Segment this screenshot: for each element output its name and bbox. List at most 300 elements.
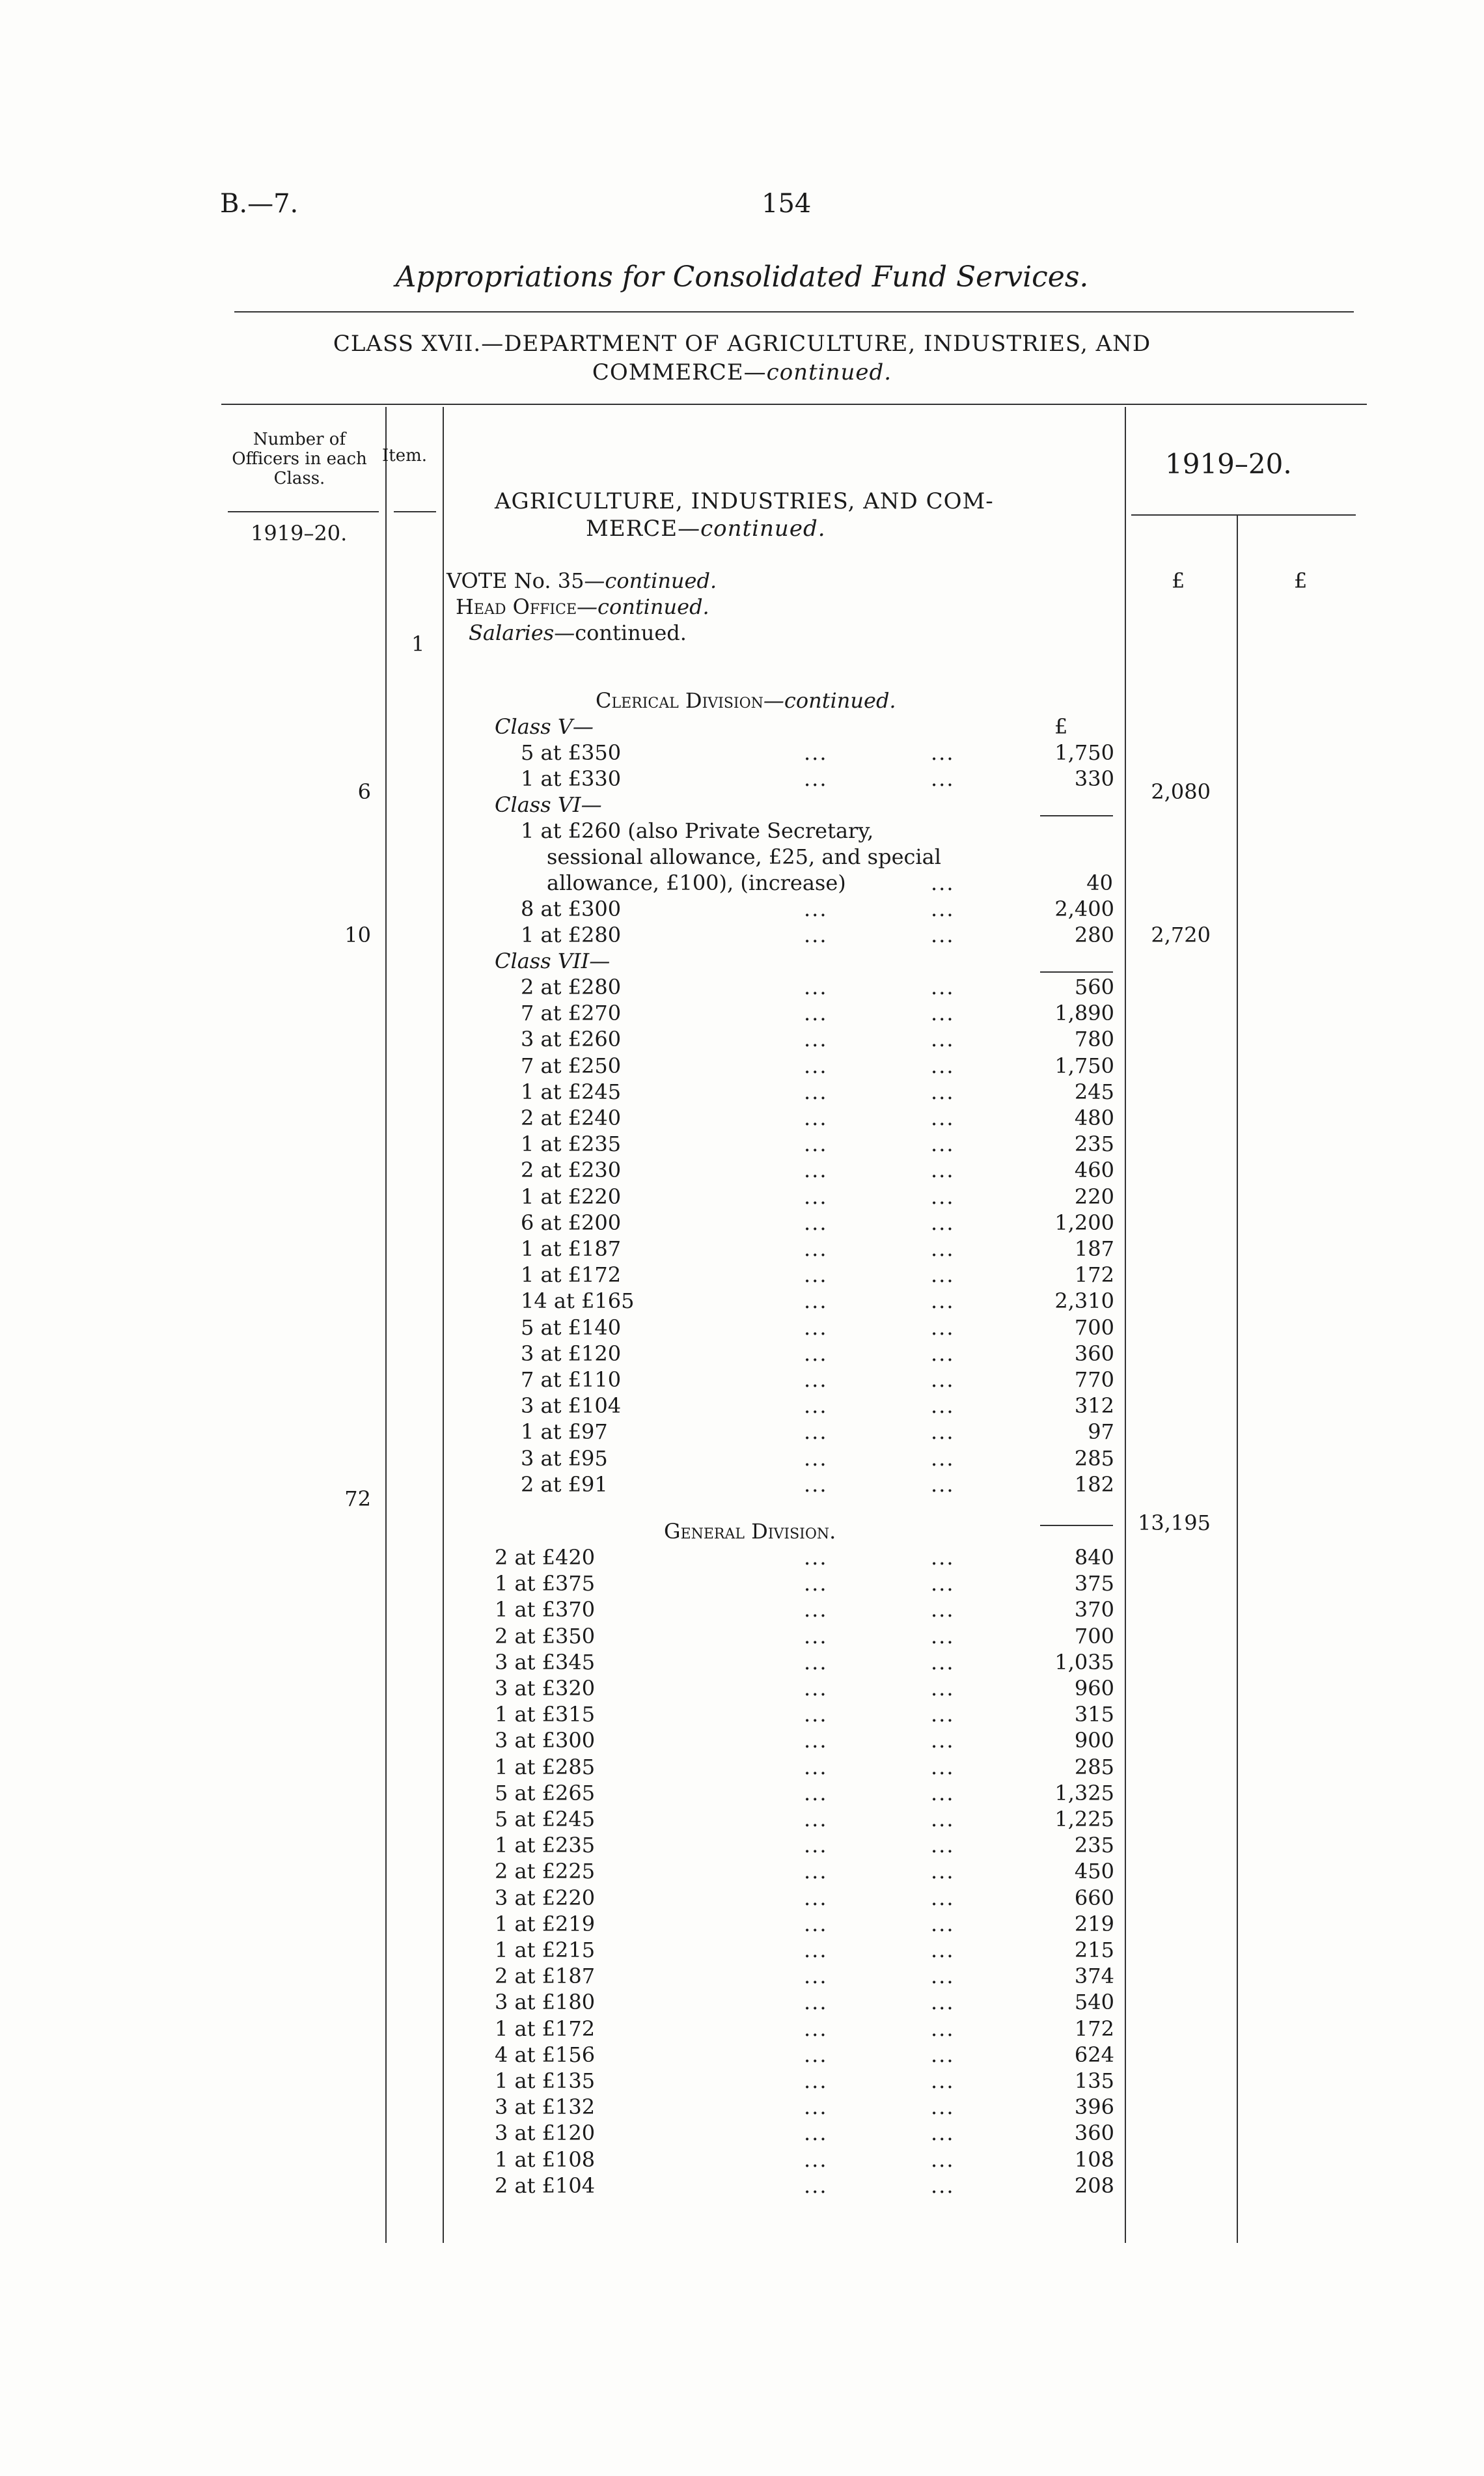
leader-dots: ...: [931, 1027, 955, 1052]
leader-dots: ...: [804, 1545, 828, 1570]
leader-dots: ...: [804, 2094, 828, 2120]
row-rate-label: 2 at £420: [495, 1545, 596, 1570]
table-top-rule: [221, 404, 1367, 405]
leader-dots: ...: [931, 1445, 955, 1471]
salaries-heading: [469, 620, 687, 645]
row-rate-label: 1 at £235: [495, 1833, 596, 1858]
leader-dots: ...: [931, 1367, 955, 1392]
leader-dots: ...: [804, 1027, 828, 1052]
salaries-text: Salaries: [469, 620, 555, 645]
row-rate-label: 5 at £245: [495, 1807, 596, 1831]
leader-dots: ...: [931, 1676, 955, 1701]
table-row: [495, 2173, 1114, 2199]
salaries-continued: —continued.: [554, 620, 687, 645]
leader-dots: ...: [804, 1833, 828, 1858]
pound-sign-subtotal: £: [1172, 568, 1185, 593]
leader-dots: ...: [931, 1780, 955, 1805]
leader-dots: ...: [804, 1210, 828, 1235]
pound-sign-items: £: [1054, 714, 1068, 739]
row-amount: 1,200: [1054, 1210, 1114, 1235]
table-row: [495, 1597, 1114, 1623]
row-rate-label: 3 at £260: [521, 1027, 622, 1052]
row-rate-label: 3 at £132: [495, 2094, 596, 2120]
row-amount: 780: [1074, 1027, 1114, 1052]
table-row: [521, 1367, 1114, 1393]
leader-dots: ...: [804, 1885, 828, 1910]
row-rate-label: 5 at £140: [521, 1315, 622, 1340]
leader-dots: ...: [931, 2147, 955, 2172]
leader-dots: ...: [804, 1938, 828, 1962]
leader-dots: ...: [804, 1911, 828, 1936]
document-reference: B.—7.: [220, 189, 299, 219]
table-row: [521, 1158, 1114, 1184]
row-rate-label: 3 at £104: [521, 1393, 622, 1419]
leader-dots: ...: [931, 975, 955, 999]
leader-dots: ...: [931, 923, 955, 948]
row-amount: 219: [1074, 1911, 1114, 1936]
row-amount: 960: [1074, 1676, 1114, 1701]
row-amount: 370: [1074, 1597, 1114, 1622]
leader-dots: ...: [931, 1702, 955, 1727]
clerical-heading-continued: —continued.: [763, 688, 896, 713]
table-row: [495, 1859, 1114, 1885]
row-amount: 208: [1074, 2173, 1114, 2198]
row-amount: 2,400: [1054, 897, 1114, 921]
row-rate-label: 1 at £172: [495, 2016, 596, 2041]
class-vii-officers: 72: [344, 1486, 371, 1511]
leader-dots: ...: [931, 1288, 955, 1314]
table-row: [521, 1210, 1114, 1236]
class-vi-wrapped-line3: allowance, £100), (increase): [547, 870, 846, 895]
leader-dots: ...: [931, 766, 955, 792]
leader-dots: ...: [804, 1964, 828, 1989]
row-rate-label: 7 at £110: [521, 1367, 622, 1392]
leader-dots: ...: [804, 1079, 828, 1104]
row-rate-label: 1 at £187: [521, 1236, 622, 1261]
leader-dots: ...: [931, 1859, 955, 1884]
leader-dots: ...: [931, 1158, 955, 1183]
table-row: [495, 1702, 1114, 1728]
class-heading-text: COMMERCE—: [592, 359, 767, 385]
class-vi-total: 2,720: [1151, 923, 1211, 947]
leader-dots: ...: [804, 740, 828, 765]
leader-dots: ...: [804, 1676, 828, 1701]
leader-dots: ...: [804, 1990, 828, 2015]
class-vi-total-rule: [1040, 971, 1113, 973]
section-heading-continued: continued.: [700, 516, 826, 542]
table-row: [495, 1571, 1114, 1597]
row-amount: 172: [1074, 1262, 1114, 1288]
row-rate-label: 1 at £219: [495, 1911, 596, 1936]
pound-sign-total: £: [1294, 568, 1308, 593]
leader-dots: ...: [804, 1445, 828, 1471]
leader-dots: ...: [804, 897, 828, 921]
class-vii-total: 13,195: [1138, 1510, 1211, 1535]
table-row: [495, 2042, 1114, 2068]
row-amount: 285: [1074, 1445, 1114, 1471]
leader-dots: ...: [804, 2121, 828, 2146]
page-number: 154: [762, 189, 812, 219]
row-rate-label: 2 at £225: [495, 1859, 596, 1884]
leader-dots: ...: [931, 2068, 955, 2093]
row-rate-label: 5 at £350: [521, 740, 622, 765]
year-head-rule: [1131, 514, 1356, 516]
row-amount: 280: [1074, 923, 1114, 948]
row-amount: 330: [1074, 766, 1114, 792]
leader-dots: ...: [931, 740, 955, 765]
leader-dots: ...: [804, 2016, 828, 2041]
leader-dots: ...: [931, 897, 955, 921]
row-amount: 700: [1074, 1623, 1114, 1648]
table-row: [495, 1650, 1114, 1676]
row-rate-label: 1 at £108: [495, 2147, 596, 2172]
table-row: [495, 1990, 1114, 2016]
leader-dots: ...: [804, 1623, 828, 1648]
row-rate-label: 1 at £220: [521, 1184, 622, 1209]
row-rate-label: 1 at £235: [521, 1132, 622, 1157]
table-row: [521, 897, 1114, 923]
row-rate-label: 7 at £250: [521, 1053, 622, 1078]
row-rate-label: 1 at £315: [495, 1702, 596, 1727]
table-row: [495, 1938, 1114, 1964]
leader-dots: ...: [804, 1807, 828, 1831]
row-amount: 1,750: [1054, 740, 1114, 765]
row-amount: 450: [1074, 1859, 1114, 1884]
leader-dots: ...: [804, 1702, 828, 1727]
table-row: [495, 1545, 1114, 1571]
class-heading-line2: [0, 359, 1484, 385]
class-vi-wrapped-line2: sessional allowance, £25, and special: [547, 844, 941, 869]
leader-dots: ...: [804, 1597, 828, 1622]
column-rule-amount: [1125, 407, 1126, 2243]
row-amount: 135: [1074, 2068, 1114, 2093]
leader-dots: ...: [804, 1419, 828, 1445]
vote-heading: [447, 568, 717, 593]
row-rate-label: 2 at £280: [521, 975, 622, 999]
row-rate-label: 3 at £300: [495, 1728, 596, 1753]
row-amount: 700: [1074, 1315, 1114, 1340]
row-rate-label: 2 at £240: [521, 1106, 622, 1130]
leader-dots: ...: [931, 1184, 955, 1209]
class-v-total: 2,080: [1151, 779, 1211, 804]
row-amount: 220: [1074, 1184, 1114, 1209]
table-row: [521, 1106, 1114, 1132]
row-amount: 172: [1074, 2016, 1114, 2041]
column-rule-total: [1237, 514, 1238, 2243]
officers-header-line: Officers in each: [232, 449, 367, 469]
leader-dots: ...: [931, 1990, 955, 2015]
class-heading-line1: CLASS XVII.—DEPARTMENT OF AGRICULTURE, INDUSTRIES, AND: [333, 331, 1151, 357]
table-row: [521, 1446, 1114, 1472]
leader-dots: ...: [931, 1393, 955, 1419]
row-rate-label: 3 at £120: [495, 2121, 596, 2146]
row-rate-label: 14 at £165: [521, 1288, 635, 1314]
column-rule-item: [443, 407, 444, 2243]
section-heading-line2: [586, 516, 826, 542]
row-rate-label: 1 at £330: [521, 766, 622, 792]
leader-dots: ...: [931, 1833, 955, 1858]
row-amount: 396: [1074, 2094, 1114, 2120]
row-amount: 215: [1074, 1938, 1114, 1962]
row-amount: 108: [1074, 2147, 1114, 2172]
leader-dots: ...: [931, 1210, 955, 1235]
row-amount: 182: [1074, 1471, 1114, 1497]
row-amount: 285: [1074, 1754, 1114, 1779]
table-row: [521, 1393, 1114, 1419]
row-amount: 360: [1074, 2121, 1114, 2146]
table-row: [495, 1781, 1114, 1807]
clerical-division-heading: [596, 688, 896, 713]
row-amount: 460: [1074, 1158, 1114, 1183]
leader-dots: ...: [804, 1184, 828, 1209]
row-amount: 1,325: [1054, 1780, 1114, 1805]
leader-dots: ...: [804, 1471, 828, 1497]
table-row: [521, 1001, 1114, 1027]
row-rate-label: 5 at £265: [495, 1780, 596, 1805]
row-amount: 360: [1074, 1341, 1114, 1366]
row-rate-label: 1 at £215: [495, 1938, 596, 1962]
table-row: [521, 766, 1114, 792]
leader-dots: ...: [931, 1938, 955, 1962]
table-row: [521, 1315, 1114, 1341]
row-amount: 374: [1074, 1964, 1114, 1989]
row-amount: 2,310: [1054, 1288, 1114, 1314]
row-rate-label: 1 at £280: [521, 923, 622, 948]
leader-dots: ...: [931, 1597, 955, 1622]
leader-dots: ...: [931, 1623, 955, 1648]
leader-dots: ...: [804, 1754, 828, 1779]
table-row: [521, 1472, 1114, 1498]
row-rate-label: 3 at £180: [495, 1990, 596, 2015]
item-head-rule: [394, 511, 436, 512]
row-rate-label: 7 at £270: [521, 1001, 622, 1026]
class-vi-wrapped-amount: 40: [1086, 870, 1113, 895]
row-rate-label: 6 at £200: [521, 1210, 622, 1235]
row-rate-label: 1 at £370: [495, 1597, 596, 1622]
row-rate-label: 3 at £320: [495, 1676, 596, 1701]
row-amount: 840: [1074, 1545, 1114, 1570]
leader-dots: ...: [804, 2147, 828, 2172]
leader-dots: ...: [804, 1236, 828, 1261]
leader-dots: ...: [804, 1132, 828, 1157]
leader-dots: ...: [931, 2094, 955, 2120]
leader-dots: ...: [931, 1236, 955, 1261]
leader-dots: ...: [931, 1341, 955, 1366]
row-rate-label: 3 at £95: [521, 1445, 608, 1471]
table-row: [521, 1419, 1114, 1445]
row-rate-label: 1 at £285: [495, 1754, 596, 1779]
leader-dots: ...: [804, 2068, 828, 2093]
page-title: Appropriations for Consolidated Fund Services.: [395, 260, 1089, 294]
leader-dots: ...: [804, 2173, 828, 2198]
section-heading-line1: AGRICULTURE, INDUSTRIES, AND COM-: [495, 488, 994, 514]
leader-dots: ...: [804, 1571, 828, 1596]
leader-dots: ...: [931, 1053, 955, 1078]
table-row: [495, 1807, 1114, 1833]
row-amount: 770: [1074, 1367, 1114, 1392]
vote-text: VOTE No. 35—: [447, 568, 605, 593]
leader-dots: ...: [804, 1315, 828, 1340]
leader-dots: ...: [804, 1780, 828, 1805]
officers-header-line: Class.: [273, 469, 325, 488]
row-amount: 1,750: [1054, 1053, 1114, 1078]
leader-dots: ...: [804, 1393, 828, 1419]
general-division-heading: [664, 1519, 836, 1544]
leader-dots: ...: [931, 1754, 955, 1779]
row-amount: 235: [1074, 1132, 1114, 1157]
row-rate-label: 1 at £375: [495, 1571, 596, 1596]
leader-dots: ...: [804, 923, 828, 948]
row-rate-label: 3 at £345: [495, 1649, 596, 1675]
head-office-heading: [456, 594, 709, 619]
class-vi-officers: 10: [344, 923, 371, 947]
class-vii-label: Class VII—: [495, 949, 611, 973]
row-amount: 187: [1074, 1236, 1114, 1261]
row-rate-label: 8 at £300: [521, 897, 622, 921]
leader-dots: ...: [804, 766, 828, 792]
leader-dots: ...: [931, 2121, 955, 2146]
table-row: [521, 975, 1114, 1001]
table-row: [521, 923, 1114, 949]
row-rate-label: 2 at £91: [521, 1471, 608, 1497]
leader-dots: ...: [804, 975, 828, 999]
leader-dots: ...: [931, 1315, 955, 1340]
table-row: [495, 1624, 1114, 1650]
table-row: [495, 1885, 1114, 1912]
vote-continued: continued.: [605, 568, 717, 593]
item-number: 1: [411, 632, 425, 656]
head-office-text: Head Office: [456, 594, 577, 619]
table-row: [521, 1262, 1114, 1288]
row-amount: 624: [1074, 2042, 1114, 2067]
leader-dots: ...: [804, 1367, 828, 1392]
leader-dots: ...: [931, 2016, 955, 2041]
row-amount: 315: [1074, 1702, 1114, 1727]
table-row: [521, 1079, 1114, 1106]
row-amount: 97: [1088, 1419, 1114, 1445]
row-amount: 1,225: [1054, 1807, 1114, 1831]
row-rate-label: 3 at £220: [495, 1885, 596, 1910]
table-row: [495, 1964, 1114, 1990]
row-rate-label: 1 at £172: [521, 1262, 622, 1288]
row-amount: 235: [1074, 1833, 1114, 1858]
table-row: [495, 2121, 1114, 2147]
row-amount: 245: [1074, 1079, 1114, 1104]
row-amount: 540: [1074, 1990, 1114, 2015]
table-row: [495, 2147, 1114, 2173]
clerical-heading-text: Clerical Division: [596, 688, 763, 713]
leader-dots: ...: [931, 1571, 955, 1596]
officers-head-rule: [228, 511, 379, 512]
title-rule: [234, 311, 1354, 313]
row-amount: 660: [1074, 1885, 1114, 1910]
row-amount: 375: [1074, 1571, 1114, 1596]
table-row: [521, 1132, 1114, 1158]
table-row: [521, 1236, 1114, 1262]
officers-year: 1919–20.: [251, 521, 348, 546]
row-rate-label: 2 at £187: [495, 1964, 596, 1989]
leader-dots: ...: [931, 2042, 955, 2067]
leader-dots: ...: [804, 1649, 828, 1675]
row-rate-label: 1 at £135: [495, 2068, 596, 2093]
leader-dots: ...: [931, 1911, 955, 1936]
class-heading-continued: continued.: [766, 359, 892, 385]
row-rate-label: 1 at £97: [521, 1419, 608, 1445]
row-rate-label: 4 at £156: [495, 2042, 596, 2067]
row-rate-label: 3 at £120: [521, 1341, 622, 1366]
leader-dots: ...: [931, 1001, 955, 1026]
leader-dots: ...: [804, 1859, 828, 1884]
row-rate-label: 2 at £350: [495, 1623, 596, 1648]
row-amount: 900: [1074, 1728, 1114, 1753]
leader-dots: ...: [931, 870, 955, 895]
table-row: [495, 2094, 1114, 2121]
class-vi-label: Class VI—: [495, 792, 602, 817]
row-rate-label: 1 at £245: [521, 1079, 622, 1104]
leader-dots: ...: [931, 1132, 955, 1157]
leader-dots: ...: [804, 1053, 828, 1078]
head-office-continued: —continued.: [577, 594, 709, 619]
row-amount: 1,890: [1054, 1001, 1114, 1026]
leader-dots: ...: [804, 1262, 828, 1288]
leader-dots: ...: [804, 1158, 828, 1183]
leader-dots: ...: [804, 1106, 828, 1130]
row-amount: 1,035: [1054, 1649, 1114, 1675]
section-heading-text: MERCE—: [586, 516, 701, 542]
leader-dots: ...: [804, 1728, 828, 1753]
row-amount: 480: [1074, 1106, 1114, 1130]
leader-dots: ...: [804, 1341, 828, 1366]
table-row: [521, 740, 1114, 766]
leader-dots: ...: [931, 1545, 955, 1570]
row-amount: 560: [1074, 975, 1114, 999]
leader-dots: ...: [931, 1885, 955, 1910]
leader-dots: ...: [804, 2042, 828, 2067]
table-row: [495, 1833, 1114, 1859]
leader-dots: ...: [931, 1964, 955, 1989]
officers-column-header: [221, 430, 378, 488]
amount-year: 1919–20.: [1165, 448, 1292, 480]
table-row: [521, 1184, 1114, 1210]
class-v-label: Class V—: [495, 714, 594, 739]
officers-header-line: Number of: [253, 430, 346, 449]
item-column-header: Item.: [382, 446, 428, 466]
row-amount: 312: [1074, 1393, 1114, 1419]
leader-dots: ...: [931, 1471, 955, 1497]
row-rate-label: 2 at £230: [521, 1158, 622, 1183]
leader-dots: ...: [804, 1001, 828, 1026]
leader-dots: ...: [931, 1649, 955, 1675]
class-v-total-rule: [1040, 815, 1113, 816]
leader-dots: ...: [931, 2173, 955, 2198]
table-row: [521, 1053, 1114, 1079]
table-row: [495, 2068, 1114, 2094]
table-row: [495, 1676, 1114, 1702]
leader-dots: ...: [931, 1807, 955, 1831]
class-v-officers: 6: [357, 779, 371, 804]
row-rate-label: 2 at £104: [495, 2173, 596, 2198]
leader-dots: ...: [931, 1262, 955, 1288]
leader-dots: ...: [931, 1728, 955, 1753]
table-row: [521, 1027, 1114, 1053]
table-row: [521, 1288, 1114, 1315]
class-vi-wrapped-line1: 1 at £260 (also Private Secretary,: [521, 818, 874, 843]
table-row: [495, 1728, 1114, 1754]
leader-dots: ...: [804, 1288, 828, 1314]
table-row: [521, 1341, 1114, 1367]
leader-dots: ...: [931, 1419, 955, 1445]
column-rule-officers: [385, 407, 387, 2243]
